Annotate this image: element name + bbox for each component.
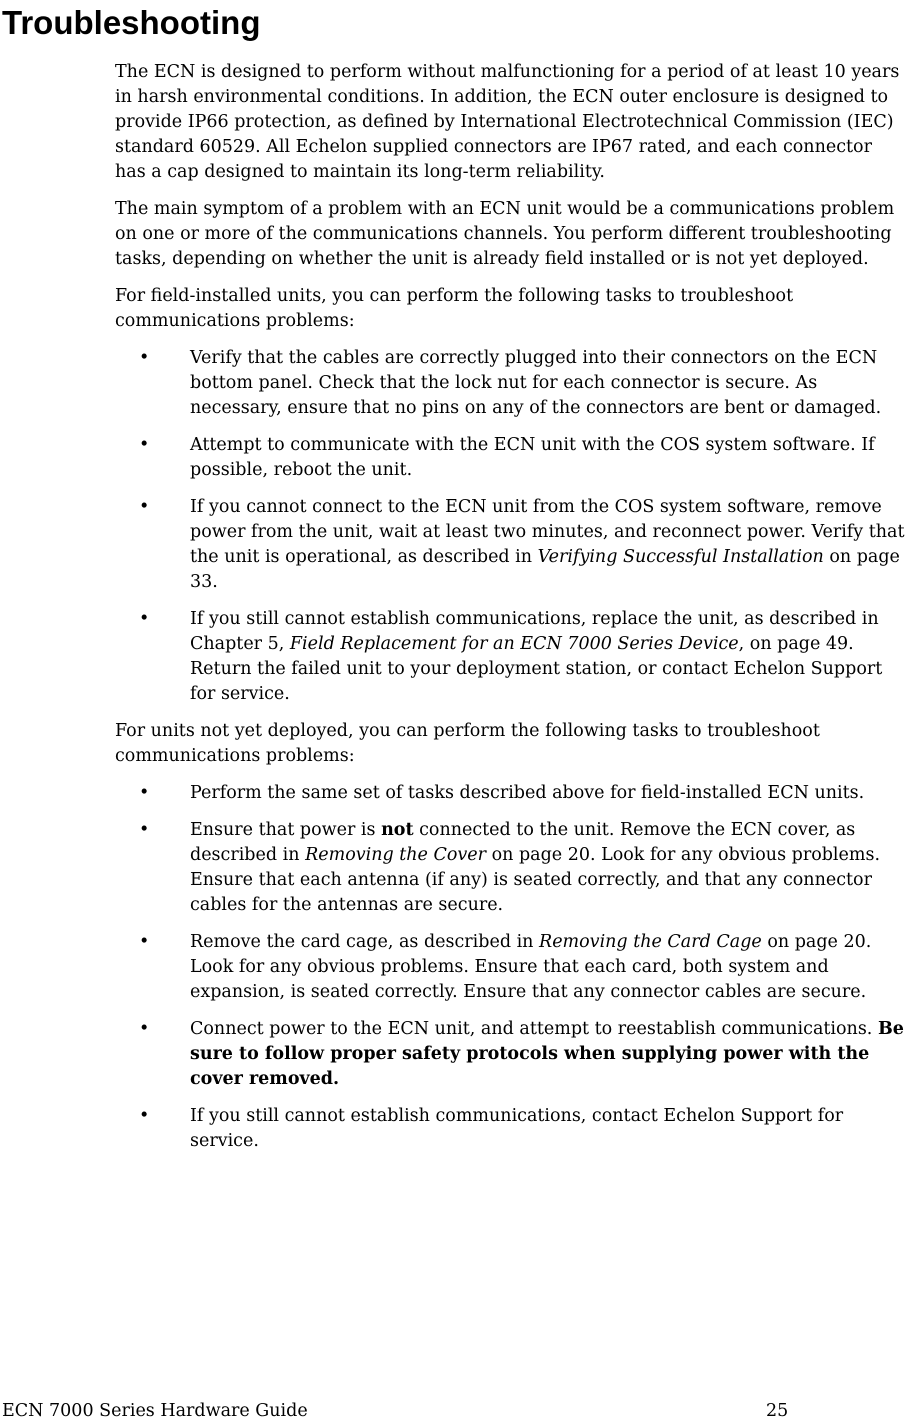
cross-reference: Verifying Successful Installation <box>537 547 824 567</box>
list-item-text: Perform the same set of tasks described above for field-installed ECN units. <box>190 783 865 803</box>
list-item-text: on page 33. <box>190 547 900 592</box>
page-number: 25 <box>766 1401 789 1421</box>
list-item-text: If you cannot connect to the ECN unit from the COS system software, remove power from the unit, wait at least two minutes, and reconnect power. Verify that the unit is operational, as described in <box>190 497 905 567</box>
list-item-text: If you still cannot establish communications, contact Echelon Support for service. <box>190 1106 844 1151</box>
bullet-icon: • <box>139 1106 150 1126</box>
page-heading: Troubleshooting <box>2 4 261 41</box>
cross-reference: Removing the Card Cage <box>539 932 762 952</box>
list-item-text: Attempt to communicate with the ECN unit with the COS system software. If possible, reboot the unit. <box>190 435 875 480</box>
list-item <box>115 495 905 595</box>
list-item-text: Verify that the cables are correctly plugged into their connectors on the ECN bottom panel. Check that the lock nut for each connector is secure. As necessary, ensure that no pins on any of the connectors are bent or damaged. <box>190 348 882 418</box>
list-item <box>115 930 905 1005</box>
bullet-icon: • <box>139 348 150 368</box>
list-item <box>115 1104 905 1154</box>
bullet-icon: • <box>139 497 150 517</box>
bullet-icon: • <box>139 435 150 455</box>
body-content <box>115 60 905 1166</box>
cross-reference: Removing the Cover <box>305 845 487 865</box>
not-deployed-task-list <box>115 781 905 1154</box>
list-item <box>115 818 905 918</box>
emphasis-bold: not <box>381 820 414 840</box>
list-item-text: on page 20. Look for any obvious problems. Ensure that each card, both system and expansion, is seated correctly. Ensure that any connector cables are secure. <box>190 932 872 1002</box>
list-item-text: on page 20. Look for any obvious problems. Ensure that each antenna (if any) is seated correctly, and that any connector cables for the antennas are secure. <box>190 845 881 915</box>
footer-title: ECN 7000 Series Hardware Guide <box>2 1401 308 1421</box>
intro-paragraph: The ECN is designed to perform without malfunctioning for a period of at least 10 years in harsh environmental conditions. In addition, the ECN outer enclosure is designed to provide IP66 protection, as defined by International Electrotechnical Commission (IEC) standard 60529. All Echelon supplied connectors are IP67 rated, and each connector has a cap designed to maintain its long-term reliability. <box>115 62 900 182</box>
list-item <box>115 433 905 483</box>
bullet-icon: • <box>139 932 150 952</box>
list-item-text: Ensure that power is <box>190 820 382 840</box>
safety-warning: Be sure to follow proper safety protocols when supplying power with the cover removed. <box>190 1019 904 1089</box>
list-item-text: Remove the card cage, as described in <box>190 932 540 952</box>
field-installed-intro: For field-installed units, you can perform the following tasks to troubleshoot communications problems: <box>115 286 794 331</box>
bullet-icon: • <box>139 1019 150 1039</box>
bullet-icon: • <box>139 820 150 840</box>
list-item <box>115 781 905 806</box>
list-item-text: Connect power to the ECN unit, and attempt to reestablish communications. <box>190 1019 878 1039</box>
list-item <box>115 1017 905 1092</box>
list-item-text: connected to the unit. Remove the ECN cover, as described in <box>190 820 856 865</box>
bullet-icon: • <box>139 783 150 803</box>
bullet-icon: • <box>139 609 150 629</box>
list-item-text: , on page 49. Return the failed unit to your deployment station, or contact Echelon Support for service. <box>190 634 883 704</box>
list-item <box>115 607 905 707</box>
symptom-paragraph: The main symptom of a problem with an ECN unit would be a communications problem on one or more of the communications channels. You perform different troubleshooting tasks, depending on whether the unit is already field installed or is not yet deployed. <box>115 199 895 269</box>
list-item-text: If you still cannot establish communications, replace the unit, as described in Chapter 5, <box>190 609 879 654</box>
field-installed-task-list <box>115 346 905 707</box>
list-item <box>115 346 905 421</box>
not-deployed-intro: For units not yet deployed, you can perform the following tasks to troubleshoot communications problems: <box>115 721 820 766</box>
cross-reference: Field Replacement for an ECN 7000 Series Device <box>289 634 739 654</box>
